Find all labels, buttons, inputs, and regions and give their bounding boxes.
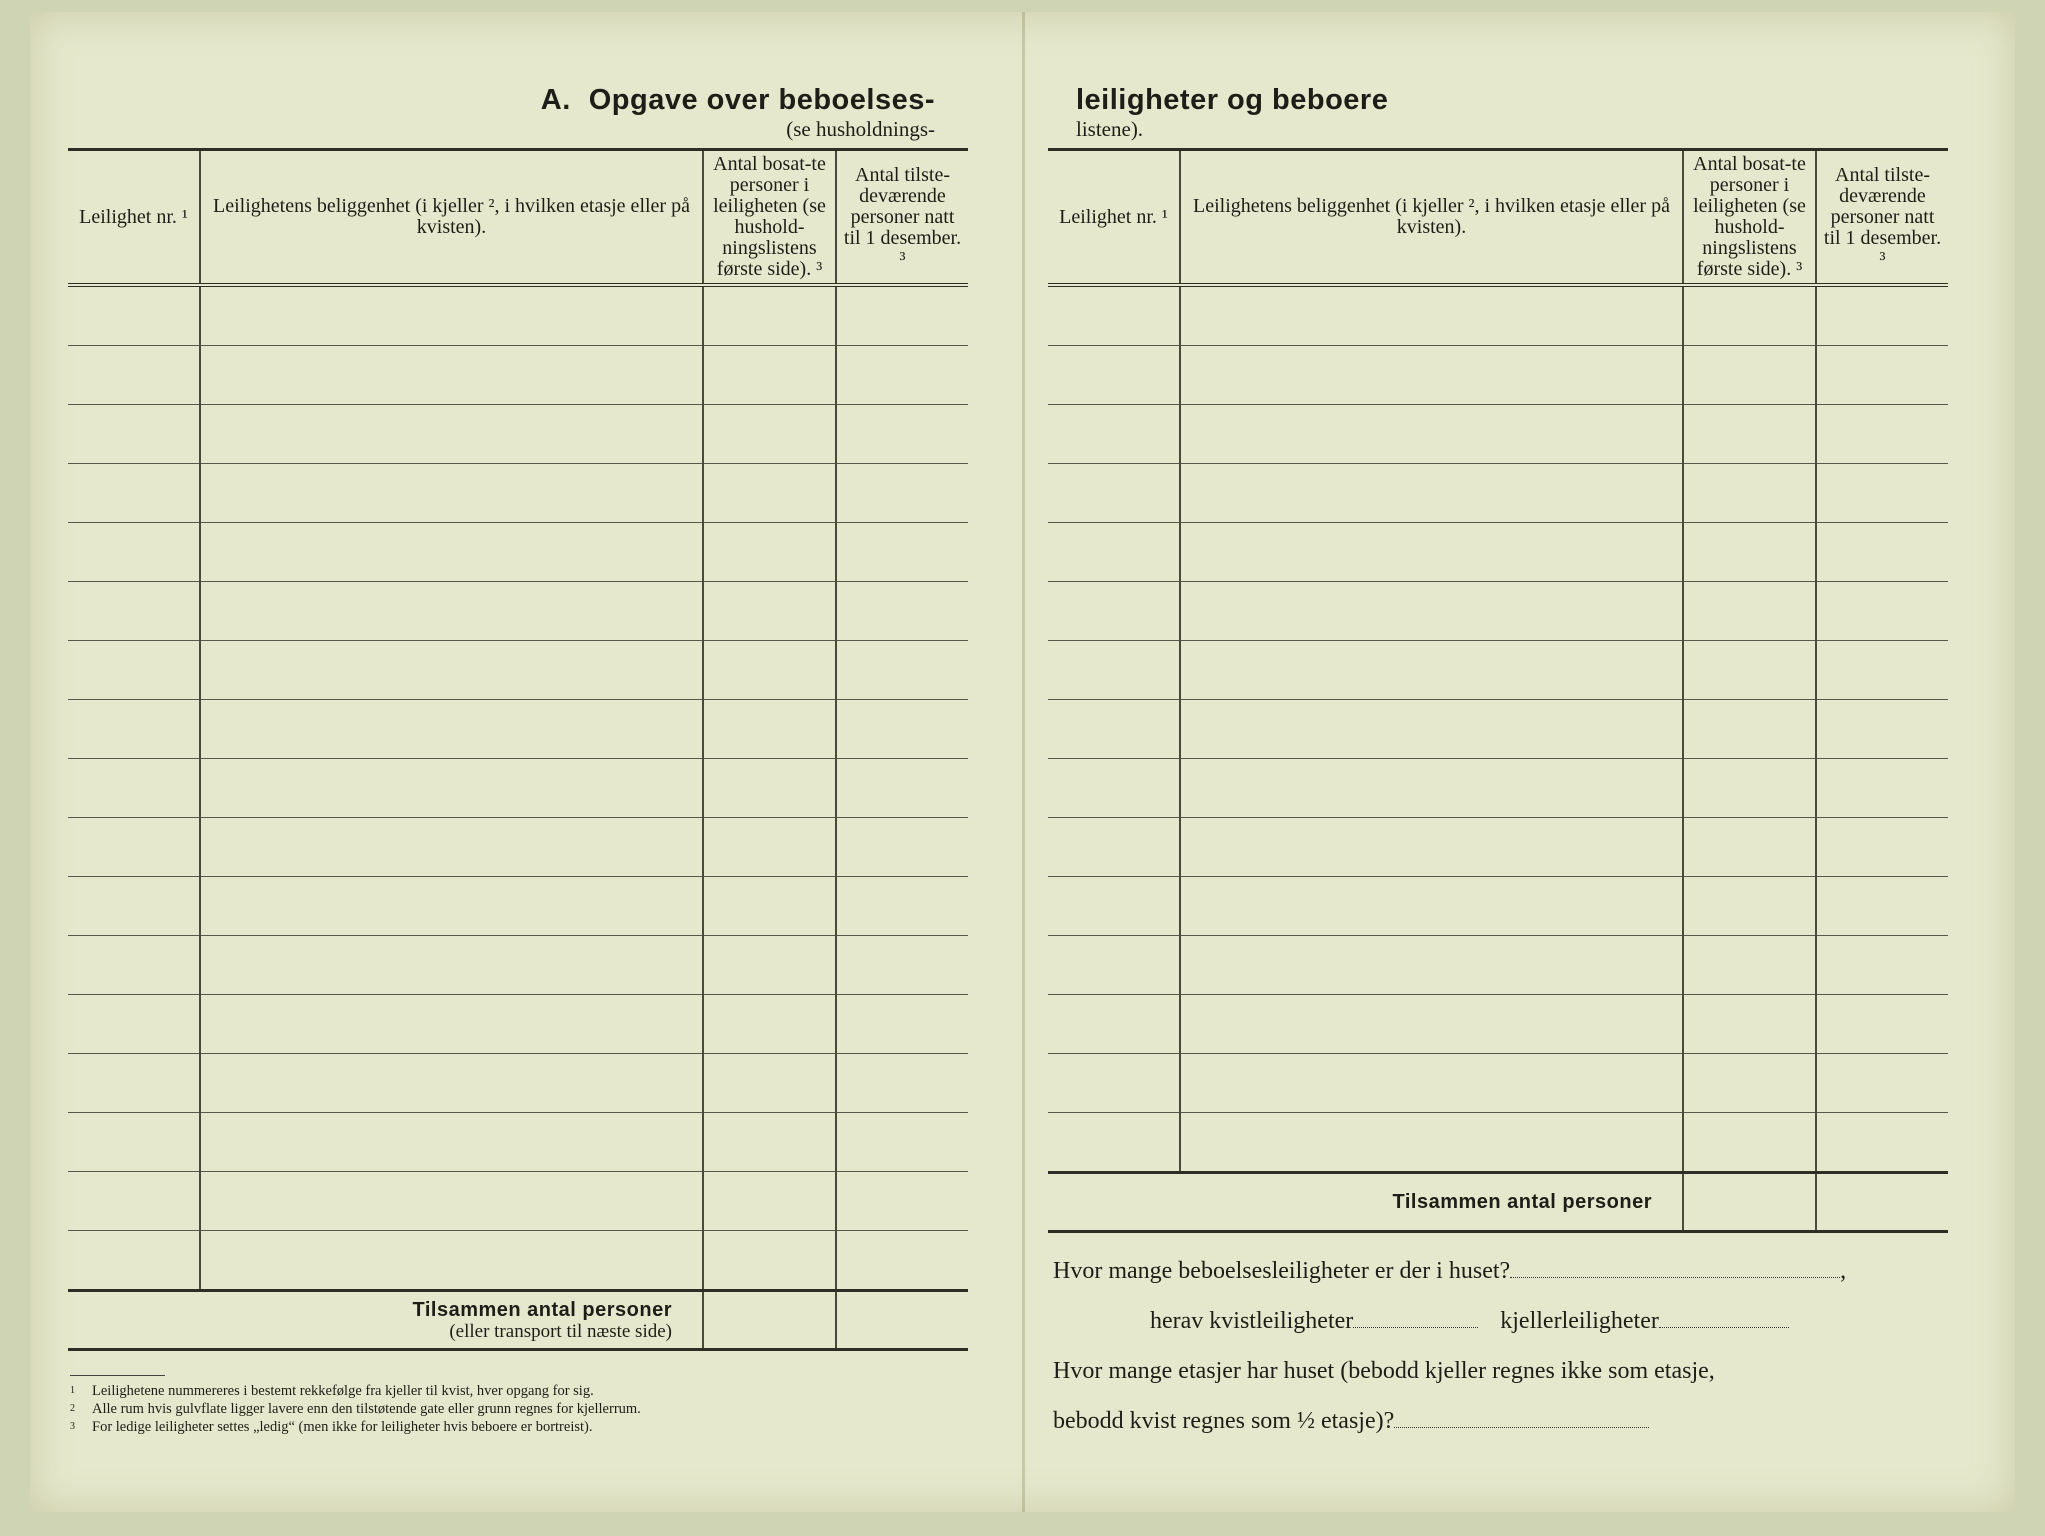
- cell-bosatte[interactable]: [703, 995, 836, 1054]
- cell-bosatte[interactable]: [1683, 464, 1816, 523]
- cell-bosatte[interactable]: [1683, 641, 1816, 700]
- question-attic-basement: herav kvistleiligheter kjellerleiligheter: [1150, 1308, 1789, 1335]
- cell-tilstede[interactable]: [1816, 700, 1948, 759]
- cell-tilstede[interactable]: [1816, 464, 1948, 523]
- table-row: [1048, 759, 1948, 818]
- cell-leilighet-nr[interactable]: [68, 759, 200, 818]
- cell-leilighet-nr[interactable]: [68, 464, 200, 523]
- cell-tilstede[interactable]: [836, 818, 968, 877]
- question-dwellings: Hvor mange beboelsesleiligheter er der i huset? ,: [1053, 1258, 1847, 1284]
- cell-bosatte[interactable]: [703, 818, 836, 877]
- table-row: [68, 700, 968, 759]
- cell-bosatte[interactable]: [1683, 759, 1816, 818]
- cell-tilstede[interactable]: [1816, 877, 1948, 936]
- cell-tilstede[interactable]: [836, 1113, 968, 1172]
- cell-beliggenhet[interactable]: [200, 759, 703, 818]
- cell-beliggenhet[interactable]: [200, 700, 703, 759]
- cell-beliggenhet[interactable]: [200, 1172, 703, 1231]
- cell-beliggenhet[interactable]: [1180, 285, 1683, 346]
- total-bosatte-cell[interactable]: [1683, 1173, 1816, 1232]
- cell-bosatte[interactable]: [703, 1231, 836, 1291]
- table-row: [68, 1054, 968, 1113]
- cell-beliggenhet[interactable]: [1180, 405, 1683, 464]
- left-subtitle: (se husholdnings-: [786, 117, 935, 141]
- table-row: [1048, 405, 1948, 464]
- cell-tilstede[interactable]: [1816, 1054, 1948, 1113]
- cell-leilighet-nr[interactable]: [68, 346, 200, 405]
- cell-leilighet-nr[interactable]: [1048, 818, 1180, 877]
- header-leilighet-nr: Leilighet nr. ¹: [1048, 150, 1180, 286]
- cell-beliggenhet[interactable]: [200, 877, 703, 936]
- footnote-2: 2 Alle rum hvis gulvflate ligger lavere enn den tilstøtende gate eller grunn regnes for kjellerrum.: [70, 1401, 641, 1417]
- cell-leilighet-nr[interactable]: [68, 1054, 200, 1113]
- footnote-rule: [70, 1375, 165, 1376]
- answer-floors-line[interactable]: [1394, 1426, 1649, 1428]
- table-row: [1048, 1113, 1948, 1173]
- cell-leilighet-nr[interactable]: [68, 936, 200, 995]
- cell-bosatte[interactable]: [1683, 995, 1816, 1054]
- total-tilstede-cell[interactable]: [836, 1291, 968, 1350]
- cell-bosatte[interactable]: [703, 1054, 836, 1113]
- table-row: [68, 523, 968, 582]
- table-row: [1048, 995, 1948, 1054]
- page-fold: [1022, 12, 1025, 1512]
- cell-beliggenhet[interactable]: [1180, 1054, 1683, 1113]
- cell-bosatte[interactable]: [1683, 936, 1816, 995]
- left-dwelling-table: [68, 148, 968, 1351]
- cell-bosatte[interactable]: [703, 1113, 836, 1172]
- cell-beliggenhet[interactable]: [1180, 582, 1683, 641]
- right-subtitle: listene).: [1076, 117, 1144, 141]
- cell-beliggenhet[interactable]: [1180, 995, 1683, 1054]
- cell-leilighet-nr[interactable]: [68, 285, 200, 346]
- section-letter: A.: [540, 84, 571, 116]
- cell-bosatte[interactable]: [703, 523, 836, 582]
- cell-bosatte[interactable]: [1683, 523, 1816, 582]
- table-row: [1048, 936, 1948, 995]
- cell-bosatte[interactable]: [703, 877, 836, 936]
- header-tilstedevaerende: Antal tilste-deværende personer natt til 1 desember. ³: [1816, 150, 1948, 286]
- table-row: [68, 1113, 968, 1172]
- cell-tilstede[interactable]: [1816, 936, 1948, 995]
- table-row: [1048, 1054, 1948, 1113]
- table-row: [68, 641, 968, 700]
- cell-tilstede[interactable]: [1816, 818, 1948, 877]
- cell-bosatte[interactable]: [1683, 818, 1816, 877]
- cell-tilstede[interactable]: [1816, 582, 1948, 641]
- cell-tilstede[interactable]: [836, 523, 968, 582]
- cell-leilighet-nr[interactable]: [1048, 936, 1180, 995]
- cell-tilstede[interactable]: [836, 346, 968, 405]
- cell-leilighet-nr[interactable]: [1048, 759, 1180, 818]
- cell-tilstede[interactable]: [836, 285, 968, 346]
- cell-leilighet-nr[interactable]: [68, 877, 200, 936]
- cell-tilstede[interactable]: [1816, 346, 1948, 405]
- cell-bosatte[interactable]: [703, 582, 836, 641]
- cell-beliggenhet[interactable]: [1180, 464, 1683, 523]
- cell-beliggenhet[interactable]: [200, 936, 703, 995]
- cell-bosatte[interactable]: [703, 1172, 836, 1231]
- cell-beliggenhet[interactable]: [1180, 346, 1683, 405]
- cell-beliggenhet[interactable]: [1180, 641, 1683, 700]
- header-tilstedevaerende: Antal tilste-deværende personer natt til 1 desember. ³: [836, 150, 968, 286]
- cell-beliggenhet[interactable]: [1180, 877, 1683, 936]
- cell-beliggenhet[interactable]: [200, 1113, 703, 1172]
- cell-beliggenhet[interactable]: [1180, 1113, 1683, 1173]
- cell-leilighet-nr[interactable]: [68, 641, 200, 700]
- total-label: Tilsammen antal personer: [412, 1298, 672, 1321]
- cell-tilstede[interactable]: [836, 936, 968, 995]
- cell-beliggenhet[interactable]: [1180, 818, 1683, 877]
- question-floors-cont: bebodd kvist regnes som ½ etasje)?: [1053, 1408, 1649, 1435]
- cell-leilighet-nr[interactable]: [1048, 877, 1180, 936]
- cell-bosatte[interactable]: [703, 464, 836, 523]
- cell-bosatte[interactable]: [703, 700, 836, 759]
- cell-tilstede[interactable]: [836, 641, 968, 700]
- cell-tilstede[interactable]: [836, 1054, 968, 1113]
- cell-beliggenhet[interactable]: [200, 641, 703, 700]
- table-row: [68, 995, 968, 1054]
- cell-bosatte[interactable]: [1683, 346, 1816, 405]
- table-row: [68, 936, 968, 995]
- cell-beliggenhet[interactable]: [1180, 936, 1683, 995]
- cell-bosatte[interactable]: [1683, 700, 1816, 759]
- footnote-3: 3 For ledige leiligheter settes „ledig“ (men ikke for leiligheter hvis beboere er bortreist).: [70, 1419, 593, 1435]
- cell-tilstede[interactable]: [1816, 405, 1948, 464]
- cell-tilstede[interactable]: [836, 1231, 968, 1291]
- cell-leilighet-nr[interactable]: [1048, 405, 1180, 464]
- cell-bosatte[interactable]: [703, 936, 836, 995]
- cell-tilstede[interactable]: [836, 464, 968, 523]
- cell-tilstede[interactable]: [1816, 759, 1948, 818]
- cell-tilstede[interactable]: [836, 877, 968, 936]
- header-bosatte: Antal bosat-te personer i leiligheten (se hushold-ningslistens første side). ³: [1683, 150, 1816, 286]
- left-title-text: Opgave over beboelses-: [588, 84, 935, 116]
- cell-leilighet-nr[interactable]: [68, 700, 200, 759]
- cell-bosatte[interactable]: [1683, 1113, 1816, 1173]
- cell-bosatte[interactable]: [1683, 405, 1816, 464]
- cell-leilighet-nr[interactable]: [68, 818, 200, 877]
- table-row: [68, 1231, 968, 1291]
- cell-leilighet-nr[interactable]: [68, 995, 200, 1054]
- cell-bosatte[interactable]: [703, 759, 836, 818]
- total-label: Tilsammen antal personer: [1392, 1190, 1652, 1213]
- table-row: [1048, 523, 1948, 582]
- table-row: [68, 877, 968, 936]
- total-bosatte-cell[interactable]: [703, 1291, 836, 1350]
- cell-leilighet-nr[interactable]: [68, 1113, 200, 1172]
- total-row-label: [68, 1291, 703, 1350]
- cell-beliggenhet[interactable]: [200, 995, 703, 1054]
- left-title: [541, 84, 935, 117]
- cell-bosatte[interactable]: [1683, 285, 1816, 346]
- cell-beliggenhet[interactable]: [200, 1231, 703, 1291]
- footnotes: [70, 1375, 970, 1436]
- table-row: [1048, 877, 1948, 936]
- cell-tilstede[interactable]: [836, 759, 968, 818]
- cell-bosatte[interactable]: [1683, 1054, 1816, 1113]
- cell-beliggenhet[interactable]: [1180, 700, 1683, 759]
- right-title: leiligheter og beboere: [1076, 84, 1389, 116]
- cell-leilighet-nr[interactable]: [1048, 285, 1180, 346]
- cell-bosatte[interactable]: [703, 641, 836, 700]
- cell-tilstede[interactable]: [836, 582, 968, 641]
- table-row: [1048, 818, 1948, 877]
- cell-bosatte[interactable]: [703, 405, 836, 464]
- table-row: [68, 464, 968, 523]
- answer-dwellings-line[interactable]: [1510, 1276, 1840, 1278]
- cell-beliggenhet[interactable]: [200, 464, 703, 523]
- cell-tilstede[interactable]: [836, 405, 968, 464]
- cell-beliggenhet[interactable]: [1180, 523, 1683, 582]
- cell-leilighet-nr[interactable]: [1048, 346, 1180, 405]
- cell-bosatte[interactable]: [703, 346, 836, 405]
- right-dwelling-table: [1048, 148, 1948, 1233]
- table-row: [68, 1172, 968, 1231]
- cell-tilstede[interactable]: [1816, 285, 1948, 346]
- question-floors: Hvor mange etasjer har huset (bebodd kjeller regnes ikke som etasje,: [1053, 1358, 1715, 1384]
- answer-basement-line[interactable]: [1659, 1326, 1789, 1328]
- table-row: [1048, 582, 1948, 641]
- answer-attic-line[interactable]: [1353, 1326, 1478, 1328]
- cell-bosatte[interactable]: [1683, 877, 1816, 936]
- cell-beliggenhet[interactable]: [200, 523, 703, 582]
- header-beliggenhet: Leilighetens beliggenhet (i kjeller ², i hvilken etasje eller på kvisten).: [200, 150, 703, 286]
- cell-tilstede[interactable]: [836, 1172, 968, 1231]
- cell-leilighet-nr[interactable]: [68, 523, 200, 582]
- total-row-label: [1048, 1173, 1683, 1232]
- table-row: [1048, 464, 1948, 523]
- cell-beliggenhet[interactable]: [1180, 759, 1683, 818]
- cell-leilighet-nr[interactable]: [1048, 1054, 1180, 1113]
- cell-bosatte[interactable]: [1683, 582, 1816, 641]
- table-row: [68, 582, 968, 641]
- cell-leilighet-nr[interactable]: [68, 1231, 200, 1291]
- cell-tilstede[interactable]: [1816, 641, 1948, 700]
- cell-bosatte[interactable]: [703, 285, 836, 346]
- total-tilstede-cell[interactable]: [1816, 1173, 1948, 1232]
- table-row: [1048, 346, 1948, 405]
- header-leilighet-nr: Leilighet nr. ¹: [68, 150, 200, 286]
- cell-tilstede[interactable]: [836, 700, 968, 759]
- cell-leilighet-nr[interactable]: [1048, 582, 1180, 641]
- cell-tilstede[interactable]: [836, 995, 968, 1054]
- cell-tilstede[interactable]: [1816, 523, 1948, 582]
- cell-beliggenhet[interactable]: [200, 405, 703, 464]
- table-row: [1048, 641, 1948, 700]
- cell-leilighet-nr[interactable]: [1048, 641, 1180, 700]
- table-row: [68, 818, 968, 877]
- cell-leilighet-nr[interactable]: [1048, 995, 1180, 1054]
- table-row: [68, 405, 968, 464]
- header-beliggenhet: Leilighetens beliggenhet (i kjeller ², i hvilken etasje eller på kvisten).: [1180, 150, 1683, 286]
- cell-beliggenhet[interactable]: [200, 285, 703, 346]
- header-bosatte: Antal bosat-te personer i leiligheten (se hushold-ningslistens første side). ³: [703, 150, 836, 286]
- cell-beliggenhet[interactable]: [200, 346, 703, 405]
- cell-leilighet-nr[interactable]: [1048, 523, 1180, 582]
- table-row: [1048, 700, 1948, 759]
- total-sublabel: (eller transport til næste side): [449, 1320, 672, 1342]
- footnote-1: 1 Leilighetene nummereres i bestemt rekkefølge fra kjeller til kvist, hver opgang for sig.: [70, 1383, 594, 1399]
- table-row: [68, 285, 968, 346]
- cell-beliggenhet[interactable]: [200, 1054, 703, 1113]
- cell-tilstede[interactable]: [1816, 995, 1948, 1054]
- cell-beliggenhet[interactable]: [200, 818, 703, 877]
- table-row: [68, 759, 968, 818]
- cell-leilighet-nr[interactable]: [68, 405, 200, 464]
- cell-leilighet-nr[interactable]: [68, 1172, 200, 1231]
- cell-leilighet-nr[interactable]: [1048, 464, 1180, 523]
- cell-leilighet-nr[interactable]: [1048, 1113, 1180, 1173]
- cell-leilighet-nr[interactable]: [68, 582, 200, 641]
- cell-leilighet-nr[interactable]: [1048, 700, 1180, 759]
- table-row: [68, 346, 968, 405]
- cell-tilstede[interactable]: [1816, 1113, 1948, 1173]
- table-row: [1048, 285, 1948, 346]
- cell-beliggenhet[interactable]: [200, 582, 703, 641]
